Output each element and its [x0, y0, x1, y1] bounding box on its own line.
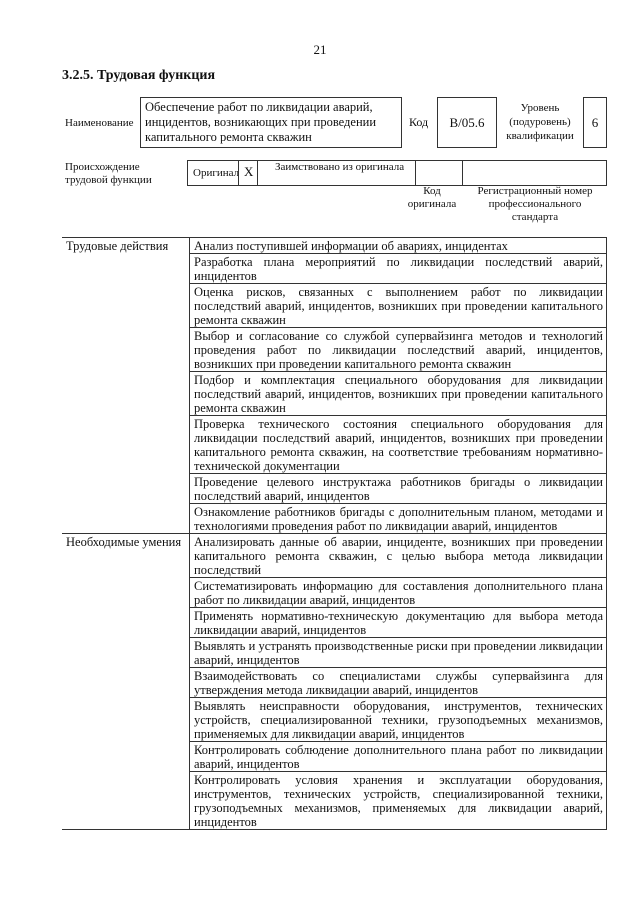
- labor-action-row-text: Разработка плана мероприятий по ликвидации последствий аварий, инцидентов: [190, 254, 607, 284]
- code-label: Код: [409, 115, 429, 129]
- labor-action-row-text: Ознакомление работников бригады с дополнительным планом, методами и технологиями проведения работ по ликвидации аварий, инцидентов: [190, 504, 607, 534]
- level-label: Уровень (подуровень) квалификации: [506, 102, 574, 142]
- skill-row-text: Систематизировать информацию для составления дополнительного плана работ по ликвидации аварий, инцидентов: [190, 578, 607, 608]
- reg-number-label: Регистрационный номер профессионального стандарта: [477, 185, 593, 223]
- code-original-label: Код оригинала: [407, 185, 457, 210]
- labor-action-row: [62, 238, 607, 254]
- function-table: [62, 237, 607, 830]
- skill-row-text: Контролировать соблюдение дополнительного плана работ по ликвидации аварий, инцидентов: [190, 742, 607, 772]
- name-label: Наименование: [65, 117, 134, 129]
- skill-row-text: Контролировать условия хранения и эксплуатации оборудования, инструментов, технических устройств, специализированной техники, грузоподъемных механизмов, применяемых для ликвидации аварий, инцидентов: [190, 772, 607, 830]
- labor-action-row-text: Выбор и согласование со службой супервайзинга методов и технологий проведения работ по ликвидации последствий аварий, инцидентов, возникших при проведении капитального ремонта скважин: [190, 328, 607, 372]
- page-number: 21: [313, 42, 327, 57]
- labor-action-row-text: Анализ поступившей информации об авариях, инцидентах: [190, 238, 607, 254]
- code-original-cell: [415, 160, 463, 186]
- reg-number-cell: [462, 160, 607, 186]
- skill-row-text: Выявлять и устранять производственные риски при проведении ликвидации аварий, инцидентов: [190, 638, 607, 668]
- borrowed-label: Заимствовано из оригинала: [257, 160, 416, 186]
- original-label: Оригинал: [187, 160, 239, 186]
- skill-row: [62, 534, 607, 578]
- origin-row: [187, 160, 607, 186]
- labor-action-row-text: Проведение целевого инструктажа работников бригады о ликвидации последствий аварий, инцидентов: [190, 474, 607, 504]
- origin-label: Происхождение трудовой функции: [65, 161, 152, 186]
- skill-row-text: Анализировать данные об аварии, инциденте, возникших при проведении капитального ремонта скважин, с целью выбора метода ликвидации последствий: [190, 534, 607, 578]
- skill-row-text: Взаимодействовать со специалистами службы супервайзинга для утверждения метода ликвидации аварий, инцидентов: [190, 668, 607, 698]
- skill-row-text: Применять нормативно-техническую документацию для выбора метода ликвидации аварий, инцидентов: [190, 608, 607, 638]
- labor-actions-label: Трудовые действия: [62, 238, 190, 534]
- required-skills-label: Необходимые умения: [62, 534, 190, 830]
- labor-action-row-text: Проверка технического состояния специального оборудования для ликвидации последствий аварий, инцидентов, возникших при проведении капитального ремонта скважин, на соответствие требованиям нормативно-технической документации: [190, 416, 607, 474]
- labor-action-row-text: Оценка рисков, связанных с выполнением работ по ликвидации последствий аварий, инцидентов, возникших при проведении капитального ремонта скважин: [190, 284, 607, 328]
- labor-action-row-text: Подбор и комплектация специального оборудования для ликвидации последствий аварий, инцидентов, возникших при проведении капитального ремонта скважин: [190, 372, 607, 416]
- function-name: Обеспечение работ по ликвидации аварий, инцидентов, возникающих при проведении капитального ремонта скважин: [140, 97, 402, 148]
- section-title: 3.2.5. Трудовая функция: [62, 68, 216, 83]
- skill-row-text: Выявлять неисправности оборудования, инструментов, технических устройств, специализированной техники, грузоподъемных механизмов, применяемых для ликвидации аварий, инцидентов: [190, 698, 607, 742]
- original-mark: X: [238, 160, 258, 186]
- function-code: B/05.6: [437, 97, 497, 148]
- qualification-level: 6: [583, 97, 607, 148]
